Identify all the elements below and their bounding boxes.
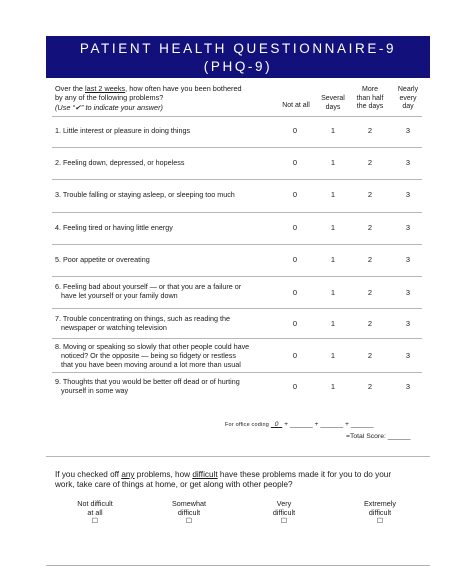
intro-text: Over the <box>55 84 86 93</box>
divider <box>52 372 422 373</box>
score-2[interactable]: 2 <box>367 223 373 232</box>
intro-text: by any of the following problems? <box>55 93 164 103</box>
option-extremely-difficult[interactable] <box>340 500 420 526</box>
divider <box>52 116 422 117</box>
score-0[interactable]: 0 <box>292 190 298 199</box>
option-label: at all <box>87 507 103 517</box>
checkbox-icon[interactable]: ☐ <box>376 516 384 526</box>
plus-sign: + <box>284 421 289 428</box>
column-header-nearly-every-day <box>380 86 436 112</box>
item-8 <box>55 342 275 369</box>
total-score-blank[interactable]: ______ <box>387 433 411 440</box>
column-label: day <box>402 103 414 111</box>
item-text: 7. Trouble concentrating on things, such as reading the <box>55 314 231 323</box>
item-text: that you have been moving around a lot more than usual <box>61 360 241 369</box>
score-1[interactable]: 1 <box>330 158 336 167</box>
office-coding-label: For office coding <box>225 422 269 428</box>
score-3[interactable]: 3 <box>405 255 411 264</box>
total-score <box>346 433 410 440</box>
score-0[interactable]: 0 <box>292 288 298 297</box>
item-4 <box>55 223 275 232</box>
title-banner <box>46 36 430 78</box>
option-label: difficult <box>368 507 392 517</box>
item-text: newspaper or watching television <box>61 323 167 332</box>
coding-blank[interactable]: ______ <box>350 421 374 428</box>
question-text: have these problems made it for you to do your <box>217 470 392 479</box>
score-0[interactable]: 0 <box>292 158 298 167</box>
question-text: If you checked off <box>55 470 122 479</box>
column-label: than half <box>356 94 384 102</box>
divider <box>46 456 430 457</box>
item-text: 5. Poor appetite or overeating <box>55 255 150 264</box>
column-label: Nearly <box>397 86 419 93</box>
divider <box>52 244 422 245</box>
option-label: Somewhat <box>172 499 206 508</box>
checkbox-icon[interactable]: ☐ <box>91 516 99 526</box>
bottom-divider <box>46 565 430 566</box>
item-text: 1. Little interest or pleasure in doing things <box>55 126 191 135</box>
item-6 <box>55 282 275 300</box>
item-text: have let yourself or your family down <box>61 291 178 300</box>
plus-sign: + <box>314 421 319 428</box>
coding-blank[interactable]: ______ <box>289 421 313 428</box>
score-0[interactable]: 0 <box>292 223 298 232</box>
item-text: 4. Feeling tired or having little energy <box>55 223 173 232</box>
page-subtitle: (PHQ-9) <box>203 59 273 74</box>
item-3 <box>55 190 275 199</box>
score-0[interactable]: 0 <box>292 255 298 264</box>
score-0[interactable]: 0 <box>292 382 298 391</box>
score-3[interactable]: 3 <box>405 158 411 167</box>
option-label: difficult <box>177 507 201 517</box>
item-text: 8. Moving or speaking so slowly that other people could have <box>55 342 250 351</box>
question-emphasis: any <box>121 470 135 479</box>
score-0[interactable]: 0 <box>292 351 298 360</box>
score-1[interactable]: 1 <box>330 223 336 232</box>
score-0[interactable]: 0 <box>292 126 298 135</box>
coding-value: 0 <box>274 421 279 428</box>
score-1[interactable]: 1 <box>330 190 336 199</box>
divider <box>52 276 422 277</box>
question-text: work, take care of things at home, or get along with other people? <box>55 480 293 490</box>
score-3[interactable]: 3 <box>405 382 411 391</box>
option-very-difficult[interactable] <box>244 500 324 526</box>
item-7 <box>55 314 275 332</box>
checkbox-icon[interactable]: ☐ <box>185 516 193 526</box>
checkmark-icon: ✔ <box>74 102 81 112</box>
question-emphasis: difficult <box>192 470 218 479</box>
intro-emphasis: last 2 weeks <box>85 84 126 93</box>
item-1 <box>55 126 275 135</box>
item-9 <box>55 377 275 395</box>
column-label: every <box>399 94 417 102</box>
difficulty-question <box>55 470 425 490</box>
divider <box>52 212 422 213</box>
column-label: the days <box>356 103 384 111</box>
intro-text: (Use “ <box>55 102 75 112</box>
option-label: difficult <box>272 507 296 517</box>
score-3[interactable]: 3 <box>405 351 411 360</box>
score-2[interactable]: 2 <box>367 288 373 297</box>
option-somewhat-difficult[interactable] <box>149 500 229 526</box>
item-5 <box>55 255 275 264</box>
page-title: PATIENT HEALTH QUESTIONNAIRE-9 <box>79 41 397 56</box>
score-1[interactable]: 1 <box>330 319 336 328</box>
divider <box>52 179 422 180</box>
score-1[interactable]: 1 <box>330 288 336 297</box>
item-2 <box>55 158 275 167</box>
item-text: noticed? Or the opposite — being so fidgety or restless <box>61 351 236 360</box>
column-label: Several <box>321 95 345 102</box>
item-text: 3. Trouble falling or staying asleep, or sleeping too much <box>55 190 235 199</box>
item-text: yourself in some way <box>61 386 129 395</box>
score-1[interactable]: 1 <box>330 382 336 391</box>
score-2[interactable]: 2 <box>367 158 373 167</box>
checkbox-icon[interactable]: ☐ <box>280 516 288 526</box>
total-score-label: =Total Score: <box>346 433 386 440</box>
score-2[interactable]: 2 <box>367 255 373 264</box>
score-2[interactable]: 2 <box>367 382 373 391</box>
column-label: More <box>362 86 378 93</box>
score-3[interactable]: 3 <box>405 288 411 297</box>
divider <box>52 147 422 148</box>
score-3[interactable]: 3 <box>405 126 411 135</box>
intro-text: ” to indicate your answer) <box>81 102 163 112</box>
score-2[interactable]: 2 <box>367 126 373 135</box>
score-2[interactable]: 2 <box>367 351 373 360</box>
divider <box>52 308 422 309</box>
coding-blank[interactable]: ______ <box>320 421 344 428</box>
option-label: Not difficult <box>77 499 113 508</box>
option-label: Very <box>276 499 292 508</box>
option-not-difficult[interactable] <box>55 500 135 526</box>
divider <box>52 338 422 339</box>
score-3[interactable]: 3 <box>405 223 411 232</box>
plus-sign: + <box>345 421 349 428</box>
column-label: Not at all <box>282 102 310 109</box>
score-2[interactable]: 2 <box>367 190 373 199</box>
intro-text: , how often have you been bothered <box>125 84 242 93</box>
score-1[interactable]: 1 <box>330 126 336 135</box>
score-0[interactable]: 0 <box>292 319 298 328</box>
score-3[interactable]: 3 <box>405 319 411 328</box>
item-text: 6. Feeling bad about yourself — or that you are a failure or <box>55 282 242 291</box>
question-text: problems, how <box>134 470 193 479</box>
office-coding <box>225 421 374 428</box>
office-coding-value <box>271 421 282 428</box>
score-1[interactable]: 1 <box>330 255 336 264</box>
score-2[interactable]: 2 <box>367 319 373 328</box>
item-text: 9. Thoughts that you would be better off dead or of hurting <box>55 377 240 386</box>
score-1[interactable]: 1 <box>330 351 336 360</box>
item-text: 2. Feeling down, depressed, or hopeless <box>55 158 185 167</box>
score-3[interactable]: 3 <box>405 190 411 199</box>
column-label: days <box>325 103 341 111</box>
option-label: Extremely <box>364 499 396 508</box>
